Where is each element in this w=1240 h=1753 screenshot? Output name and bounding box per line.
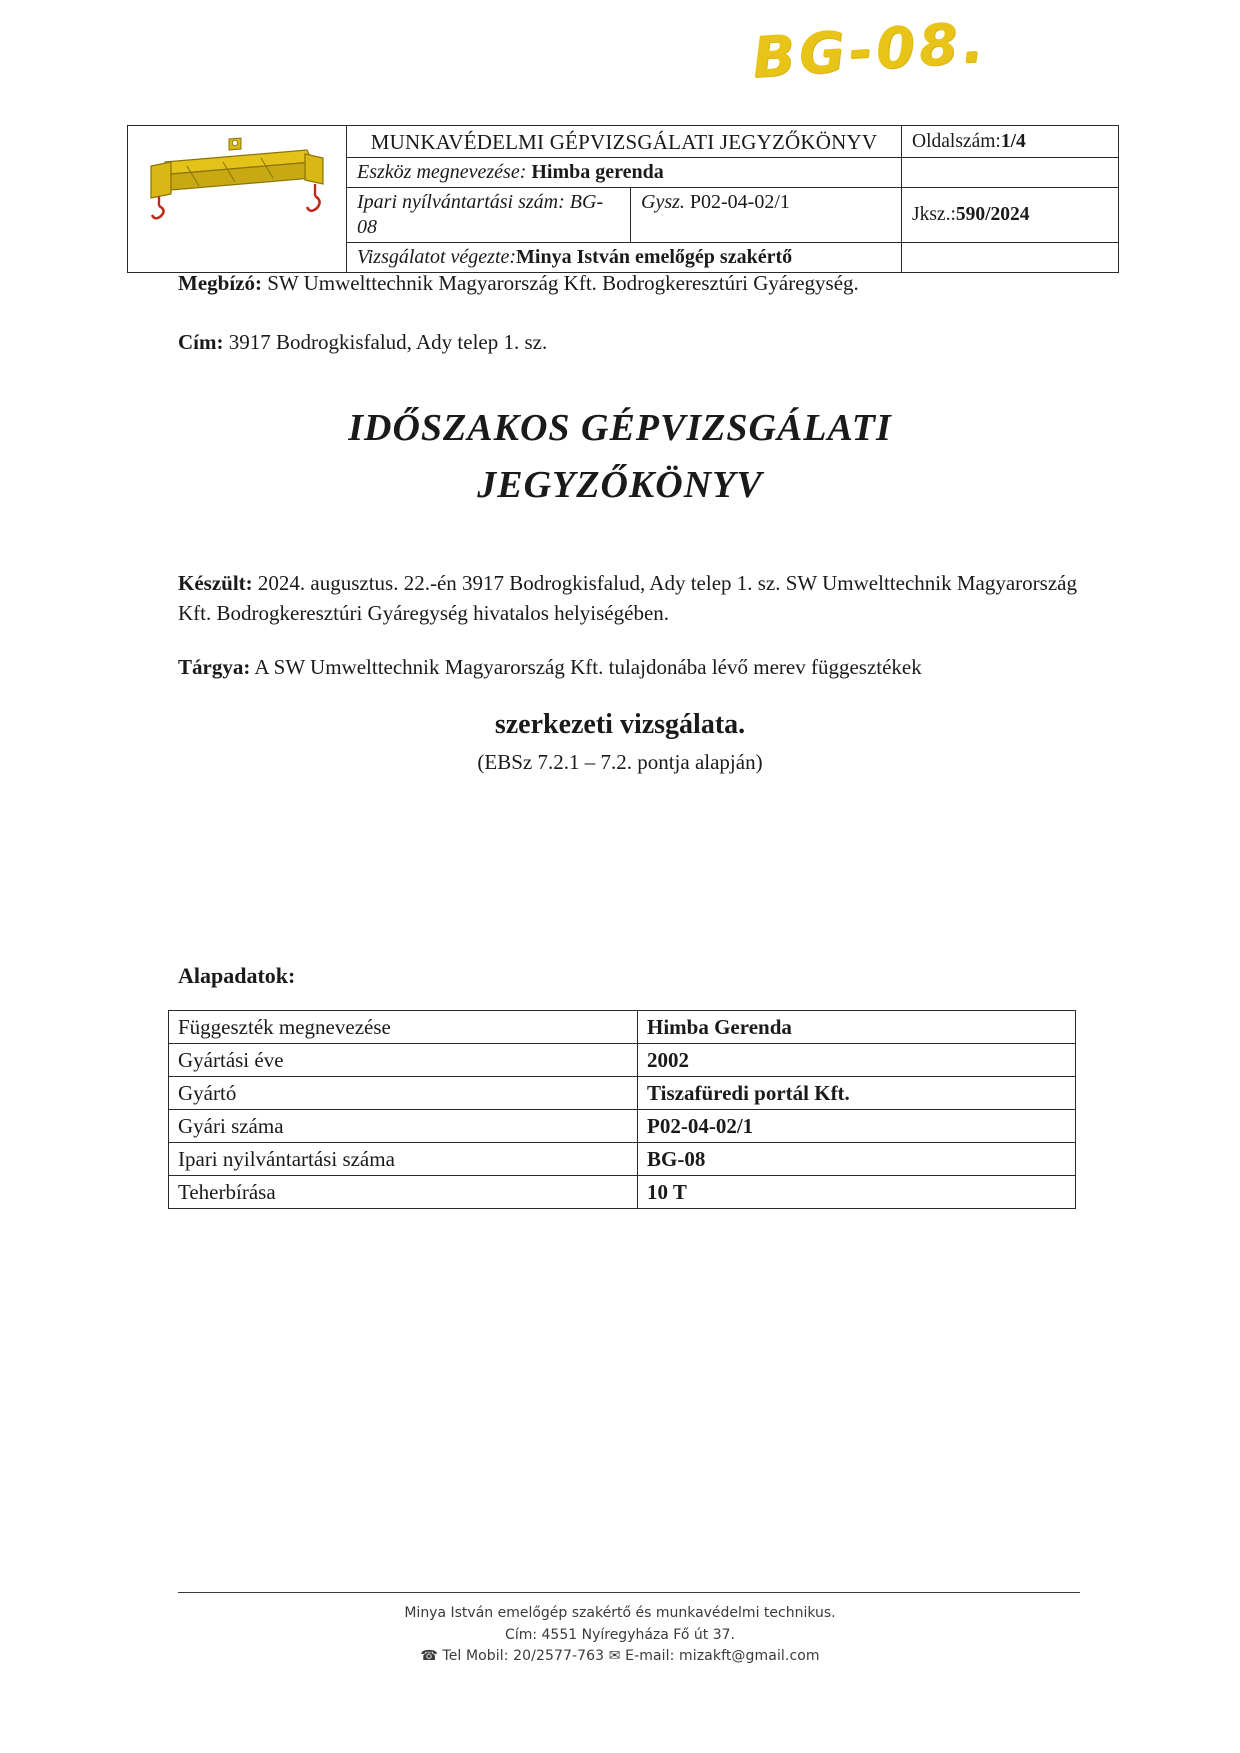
row-value: Tiszafüredi portál Kft. [638, 1077, 1076, 1110]
table-row [169, 1077, 1076, 1110]
header-page-label: Oldalszám: [912, 130, 1001, 152]
header-page-value: 1/4 [1000, 130, 1026, 152]
row-value: Himba Gerenda [638, 1011, 1076, 1044]
handwritten-annotation: BG-08. [750, 9, 990, 92]
header-reg-split [347, 188, 901, 242]
header-jksz-label: Jksz.: [912, 204, 956, 226]
header-title: MUNKAVÉDELMI GÉPVIZSGÁLATI JEGYZŐKÖNYV [370, 130, 878, 154]
document-title [0, 400, 1240, 514]
table-row [169, 1110, 1076, 1143]
table-row [169, 1044, 1076, 1077]
subject-paragraph [178, 652, 1093, 682]
subject-bold-line: szerkezeti vizsgálata. [494, 709, 746, 740]
telephone-icon: ☎ [420, 1648, 438, 1665]
header-reg-cell [347, 188, 630, 242]
header-page-cell [901, 126, 1118, 157]
lifting-beam-icon [128, 132, 346, 224]
prepared-value: 2024. augusztus. 22.-én 3917 Bodrogkisfalud, Ady telep 1. sz. SW Umwelttechnik Magyarország Kft. Bodrogkeresztúri Gyáregység hivatalos helyiségében. [178, 571, 1077, 626]
footer-line-3 [0, 1646, 1240, 1668]
header-serial-cell [630, 188, 901, 242]
basic-data-table-body [169, 1011, 1076, 1209]
header-main-cell [347, 126, 1118, 272]
header-logo-cell [128, 126, 347, 272]
header-row-title [347, 126, 1118, 158]
client-line [178, 268, 859, 298]
address-label: Cím: [178, 330, 224, 354]
document-title-line2: JEGYZŐKÖNYV [477, 464, 763, 506]
prepared-label: Készült: [178, 571, 253, 595]
document-title-line1: IDŐSZAKOS GÉPVIZSGÁLATI [348, 407, 892, 449]
header-reg-label: Ipari nyílvántartási szám: [357, 191, 565, 214]
header-reg-value: BG-08 [357, 191, 604, 239]
address-value: 3917 Bodrogkisfalud, Ady telep 1. sz. [228, 330, 548, 354]
row-label: Függeszték megnevezése [169, 1011, 638, 1044]
header-examiner-label: Vizsgálatot végezte: [357, 246, 517, 269]
client-value: SW Umwelttechnik Magyarország Kft. Bodrogkeresztúri Gyáregység. [267, 271, 859, 295]
header-jksz-spacer [901, 158, 1118, 187]
header-examiner-value: Minya István emelőgép szakértő [516, 246, 793, 269]
header-device-value: Himba gerenda [531, 161, 664, 184]
table-row [169, 1143, 1076, 1176]
row-label: Gyártási éve [169, 1044, 638, 1077]
basic-data-heading: Alapadatok: [178, 963, 296, 988]
row-label: Gyártó [169, 1077, 638, 1110]
subject-value: A SW Umwelttechnik Magyarország Kft. tulajdonába lévő merev függesztékek [254, 655, 922, 679]
row-value: P02-04-02/1 [638, 1110, 1076, 1143]
header-row-reg [347, 188, 1118, 243]
header-bottom-right-spacer [901, 243, 1118, 272]
row-label: Teherbírása [169, 1176, 638, 1209]
row-label: Gyári száma [169, 1110, 638, 1143]
header-device-label: Eszköz megnevezése: [357, 161, 527, 184]
row-label: Ipari nyilvántartási száma [169, 1143, 638, 1176]
header-row-device [347, 158, 1118, 188]
header-serial-label: Gysz. [641, 191, 685, 214]
header-jksz-value: 590/2024 [955, 204, 1030, 226]
page-footer [0, 1603, 1240, 1668]
header-table [127, 125, 1119, 273]
footer-divider [178, 1592, 1080, 1593]
header-serial-value: P02-04-02/1 [689, 191, 790, 214]
header-device [347, 158, 901, 187]
envelope-icon: ✉ [608, 1648, 621, 1665]
footer-email: E-mail: mizakft@gmail.com [625, 1648, 820, 1665]
footer-line-2: Cím: 4551 Nyíregyháza Fő út 37. [505, 1626, 735, 1643]
table-row [169, 1176, 1076, 1209]
basic-data-table [168, 1010, 1076, 1209]
row-value: BG-08 [638, 1143, 1076, 1176]
address-line [178, 327, 547, 357]
client-label: Megbízó: [178, 271, 262, 295]
prepared-paragraph [178, 568, 1093, 629]
row-value: 10 T [638, 1176, 1076, 1209]
header-reg-row [347, 188, 901, 242]
subject-reference: (EBSz 7.2.1 – 7.2. pontja alapján) [477, 750, 763, 774]
header-jksz-cell [901, 188, 1118, 242]
table-row [169, 1011, 1076, 1044]
footer-phone: Tel Mobil: 20/2577-763 [442, 1648, 605, 1665]
subject-label: Tárgya: [178, 655, 251, 679]
footer-line-1: Minya István emelőgép szakértő és munkavédelmi technikus. [404, 1605, 836, 1621]
row-value: 2002 [638, 1044, 1076, 1077]
